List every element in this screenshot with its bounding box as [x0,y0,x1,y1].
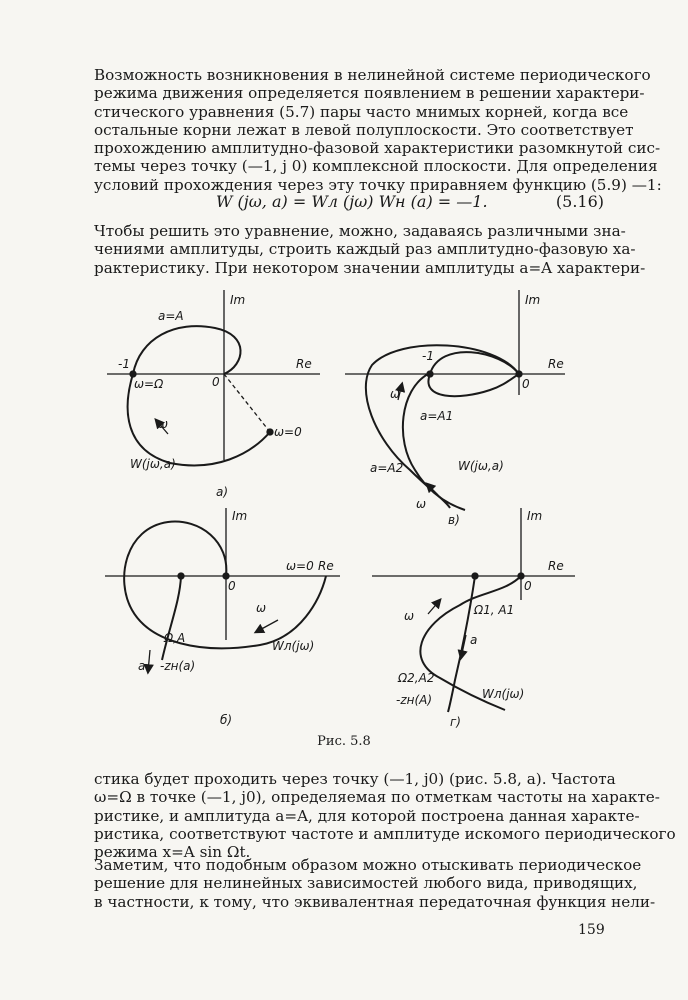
label: 0 [212,375,220,389]
label: 0 [228,579,236,593]
point-omega-zero [267,429,273,435]
curve-a2 [366,345,519,508]
omega-arrow-bottom [427,484,438,495]
label: Ω2,A2 [398,671,435,685]
label: a=A [158,309,184,323]
text-line: прохождению амплитудно-фазовой характеристики разомкнутой сис- [94,139,661,158]
equation-formula: W (jω, a) = Wл (jω) Wн (a) = —1. [216,192,488,211]
panel-label: в) [448,513,460,527]
label: ω [390,387,401,401]
label: a [470,633,478,647]
linear-characteristic [124,522,326,649]
label: W(jω,a) [130,457,176,471]
equation-number: (5.16) [555,192,604,211]
panel-label: г) [450,715,461,729]
point-zn [178,573,184,579]
label: ω=Ω [134,377,164,391]
zn-curve [162,576,181,660]
text-line: режима движения определяется появлением в решении характери- [94,84,645,103]
label: Wл(jω) [272,639,315,653]
point-minus-one [427,371,433,377]
label: W(jω,a) [458,459,504,473]
label: ω [416,497,427,511]
omega-arrow [256,620,278,632]
text-line: ω=Ω в точке (—1, j0), определяемая по отметкам частоты на характе- [94,788,660,807]
text-line: стического уравнения (5.7) пары часто мнимых корней, когда все [94,102,629,121]
text-line: чениями амплитуды, строить каждый раз амплитудно-фазовую ха- [94,240,636,259]
omega-arrow [428,600,440,614]
text-line: Чтобы решить это уравнение, можно, задаваясь различными зна- [94,222,626,240]
label: -1 [422,349,434,363]
curve-a1-tail [403,374,465,510]
figure-caption: Рис. 5.8 [317,734,371,749]
text-line: остальные корни лежат в левой полуплоскости. Это соответствует [94,120,634,139]
text-line: ристика, соответствуют частоте и амплитуде искомого периодического [94,824,676,843]
label: Im [230,293,246,307]
label: Im [527,509,543,523]
equation [94,192,604,214]
figure-5-8 [0,280,688,730]
paragraph-4 [94,856,656,911]
paragraph-1 [94,66,662,194]
text-line: Заметим, что подобным образом можно отыскивать периодическое [94,856,642,874]
label: ω [256,601,267,615]
label: Im [232,509,248,523]
panel-v [345,290,565,510]
label: Re [318,559,334,573]
label: ω [404,609,415,623]
label: a [138,659,146,673]
label: a=A1 [420,409,454,423]
text-line: условий прохождения через эту точку приравняем функцию (5.9) —1: [94,175,662,194]
label: ω [158,417,169,431]
label: Re [296,357,312,371]
text-line: Возможность возникновения в нелинейной системе периодического [94,66,651,84]
page-number: 159 [578,922,605,938]
label: Re [548,357,564,371]
label: ω=0 [274,425,302,439]
panel-label: б) [220,713,233,727]
paragraph-3 [94,770,676,862]
text-line: рактеристику. При некотором значении амплитуды a=A характери- [94,258,646,277]
label: Re [548,559,564,573]
text-line: стика будет проходить через точку (—1, j0) (рис. 5.8, a). Частота [94,770,616,788]
paragraph-2 [94,222,646,277]
dashed-line [224,374,270,432]
label: 0 [522,377,530,391]
label: -1 [118,357,130,371]
label: a=A2 [370,461,404,475]
label: 0 [524,579,532,593]
label: ω=0 [286,559,314,573]
a-arrow [148,650,150,672]
label: Ω1, A1 [474,603,515,617]
label: Im [525,293,541,307]
text-line: в частности, к тому, что эквивалентная передаточная функция нели- [94,892,656,911]
text-line: темы через точку (—1, j 0) комплексной плоскости. Для определения [94,157,658,176]
label: Ω,A [164,631,186,645]
point-zn [472,573,478,579]
label: -zн(A) [396,693,433,707]
panel-label: a) [216,485,229,499]
text-line: режима x=A sin Ωt. [94,843,251,862]
text-line: решение для нелинейных зависимостей любого вида, приводящих, [94,874,638,893]
label: -zн(a) [160,659,196,673]
label: Wл(jω) [482,687,525,701]
text-line: ристике, и амплитуда a=A, для которой построена данная характе- [94,806,640,825]
